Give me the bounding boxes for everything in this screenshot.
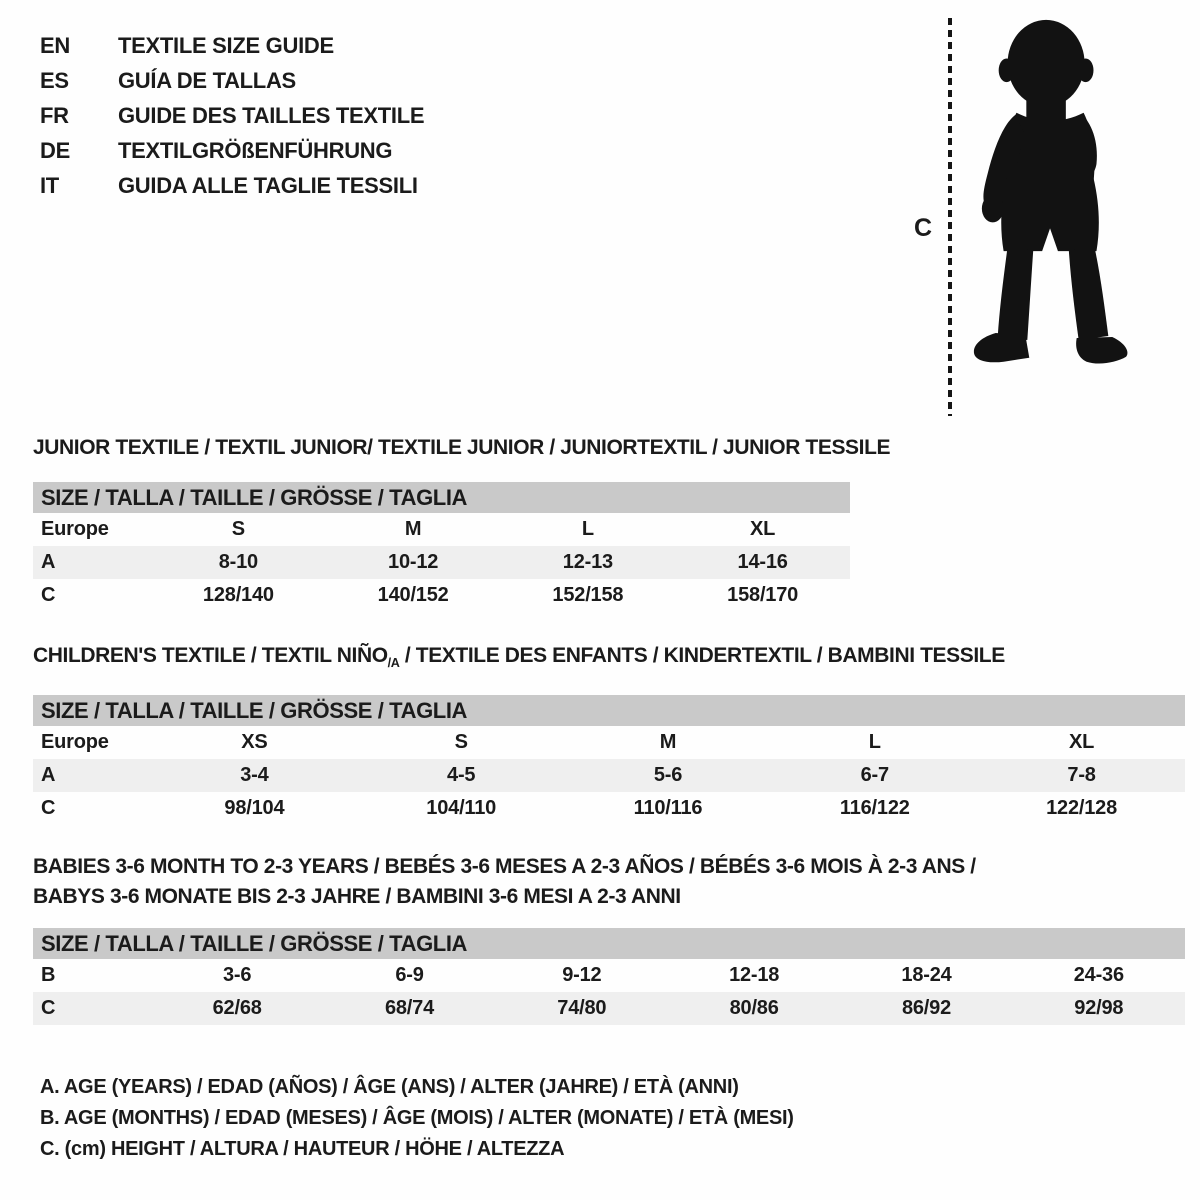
size-cell: 9-12: [562, 964, 602, 986]
footnote-c-height-cm: C. (cm) HEIGHT / ALTURA / HAUTEUR / HÖHE / ALTEZZA: [40, 1138, 565, 1160]
language-code: EN: [40, 32, 70, 58]
size-cell: 68/74: [384, 997, 435, 1019]
title-suffix: / TEXTILE DES ENFANTS / KINDERTEXTIL / BAMBINI TESSILE: [399, 644, 1005, 667]
size-cell: 5-6: [653, 764, 683, 787]
section-children-textile: [33, 645, 1185, 825]
table-row-age: [33, 546, 850, 579]
table-row-height: [33, 792, 1185, 825]
footnote-a-age-years: A. AGE (YEARS) / EDAD (AÑOS) / ÂGE (ANS) / ALTER (JAHRE) / ETÀ (ANNI): [40, 1076, 739, 1098]
size-cell: 14-16: [737, 551, 788, 573]
language-label: GUIDA ALLE TAGLIE TESSILI: [118, 172, 418, 198]
table-row-age: [33, 759, 1185, 792]
language-label: TEXTILE SIZE GUIDE: [118, 32, 334, 58]
language-label: GUÍA DE TALLAS: [118, 67, 296, 93]
size-cell: 7-8: [1067, 764, 1096, 787]
size-header-bar: SIZE / TALLA / TAILLE / GRÖSSE / TAGLIA: [33, 928, 1185, 959]
title-line-2: BABYS 3-6 MONATE BIS 2-3 JAHRE / BAMBINI 3-6 MESI A 2-3 ANNI: [33, 885, 681, 908]
row-label: C: [41, 797, 56, 820]
size-cell: 3-4: [240, 764, 269, 787]
language-row-es: [40, 63, 424, 98]
language-row-en: [40, 28, 424, 63]
size-cell: XL: [750, 518, 776, 540]
size-cell: M: [404, 518, 422, 540]
size-cell: 74/80: [557, 997, 607, 1019]
language-label: TEXTILGRÖßENFÜHRUNG: [118, 137, 393, 163]
table-row-europe: [33, 726, 1185, 759]
row-label: Europe: [41, 731, 109, 754]
row-label: Europe: [41, 518, 109, 540]
section-babies-textile: [33, 852, 1185, 1025]
size-cell: 104/110: [426, 797, 497, 820]
title-subscript: /A: [387, 656, 400, 671]
row-label: B: [41, 964, 56, 986]
size-cell: 158/170: [727, 584, 799, 606]
language-row-fr: [40, 98, 424, 133]
size-cell: 62/68: [212, 997, 262, 1019]
section-junior-textile: [33, 436, 891, 612]
table-row-height: [33, 579, 850, 612]
size-cell: 92/98: [1074, 997, 1124, 1019]
row-label: A: [41, 551, 56, 573]
title-line-1: BABIES 3-6 MONTH TO 2-3 YEARS / BEBÉS 3-6 MESES A 2-3 AÑOS / BÉBÉS 3-6 MOIS À 2-3 ANS /: [33, 855, 976, 878]
size-cell: XS: [241, 731, 268, 754]
toddler-silhouette-icon: [958, 14, 1148, 419]
size-cell: 12-13: [562, 551, 613, 573]
table-row-europe: [33, 513, 850, 546]
language-label: GUIDE DES TAILLES TEXTILE: [118, 102, 425, 128]
language-title-block: [40, 28, 424, 203]
table-row-height: [33, 992, 1185, 1025]
row-label: C: [41, 997, 56, 1019]
language-code: IT: [40, 172, 59, 198]
section-title-babies: [33, 852, 1185, 912]
height-measure-figure: [900, 8, 1195, 423]
table-row-months: [33, 959, 1185, 992]
size-cell: L: [581, 518, 594, 540]
size-cell: 24-36: [1073, 964, 1124, 986]
size-cell: 3-6: [223, 964, 252, 986]
language-row-it: [40, 168, 424, 203]
height-measure-label: C: [914, 214, 933, 242]
size-cell: 110/116: [633, 797, 703, 820]
language-code: FR: [40, 102, 69, 128]
footnote-legend: [40, 1072, 794, 1165]
size-cell: M: [659, 731, 677, 754]
size-cell: 6-9: [395, 964, 424, 986]
height-dashed-line: [948, 18, 952, 416]
size-cell: 4-5: [447, 764, 476, 787]
language-code: DE: [40, 137, 70, 163]
size-cell: 12-18: [729, 964, 780, 986]
section-title-children: [33, 645, 1185, 674]
size-header-bar: SIZE / TALLA / TAILLE / GRÖSSE / TAGLIA: [33, 695, 1185, 726]
row-label: A: [41, 764, 56, 787]
size-cell: 8-10: [218, 551, 258, 573]
size-cell: XL: [1069, 731, 1095, 754]
language-code: ES: [40, 67, 69, 93]
size-cell: 86/92: [901, 997, 951, 1019]
title-prefix: CHILDREN'S TEXTILE / TEXTIL NIÑO: [33, 644, 388, 667]
row-label: C: [41, 584, 56, 606]
size-cell: 152/158: [552, 584, 624, 606]
size-cell: 6-7: [860, 764, 889, 787]
size-cell: 80/86: [729, 997, 779, 1019]
size-cell: 10-12: [388, 551, 439, 573]
size-cell: L: [868, 731, 881, 754]
size-cell: 122/128: [1046, 797, 1118, 820]
size-cell: S: [454, 731, 468, 754]
size-header-bar: SIZE / TALLA / TAILLE / GRÖSSE / TAGLIA: [33, 482, 850, 513]
size-cell: 98/104: [224, 797, 285, 820]
footnote-b-age-months: B. AGE (MONTHS) / EDAD (MESES) / ÂGE (MOIS) / ALTER (MONATE) / ETÀ (MESI): [40, 1107, 794, 1129]
size-cell: 18-24: [901, 964, 952, 986]
size-cell: S: [231, 518, 245, 540]
size-cell: 140/152: [377, 584, 449, 606]
language-row-de: [40, 133, 424, 168]
section-title-junior: JUNIOR TEXTILE / TEXTIL JUNIOR/ TEXTILE JUNIOR / JUNIORTEXTIL / JUNIOR TESSILE: [33, 436, 891, 459]
size-cell: 116/122: [839, 797, 910, 820]
size-cell: 128/140: [202, 584, 274, 606]
